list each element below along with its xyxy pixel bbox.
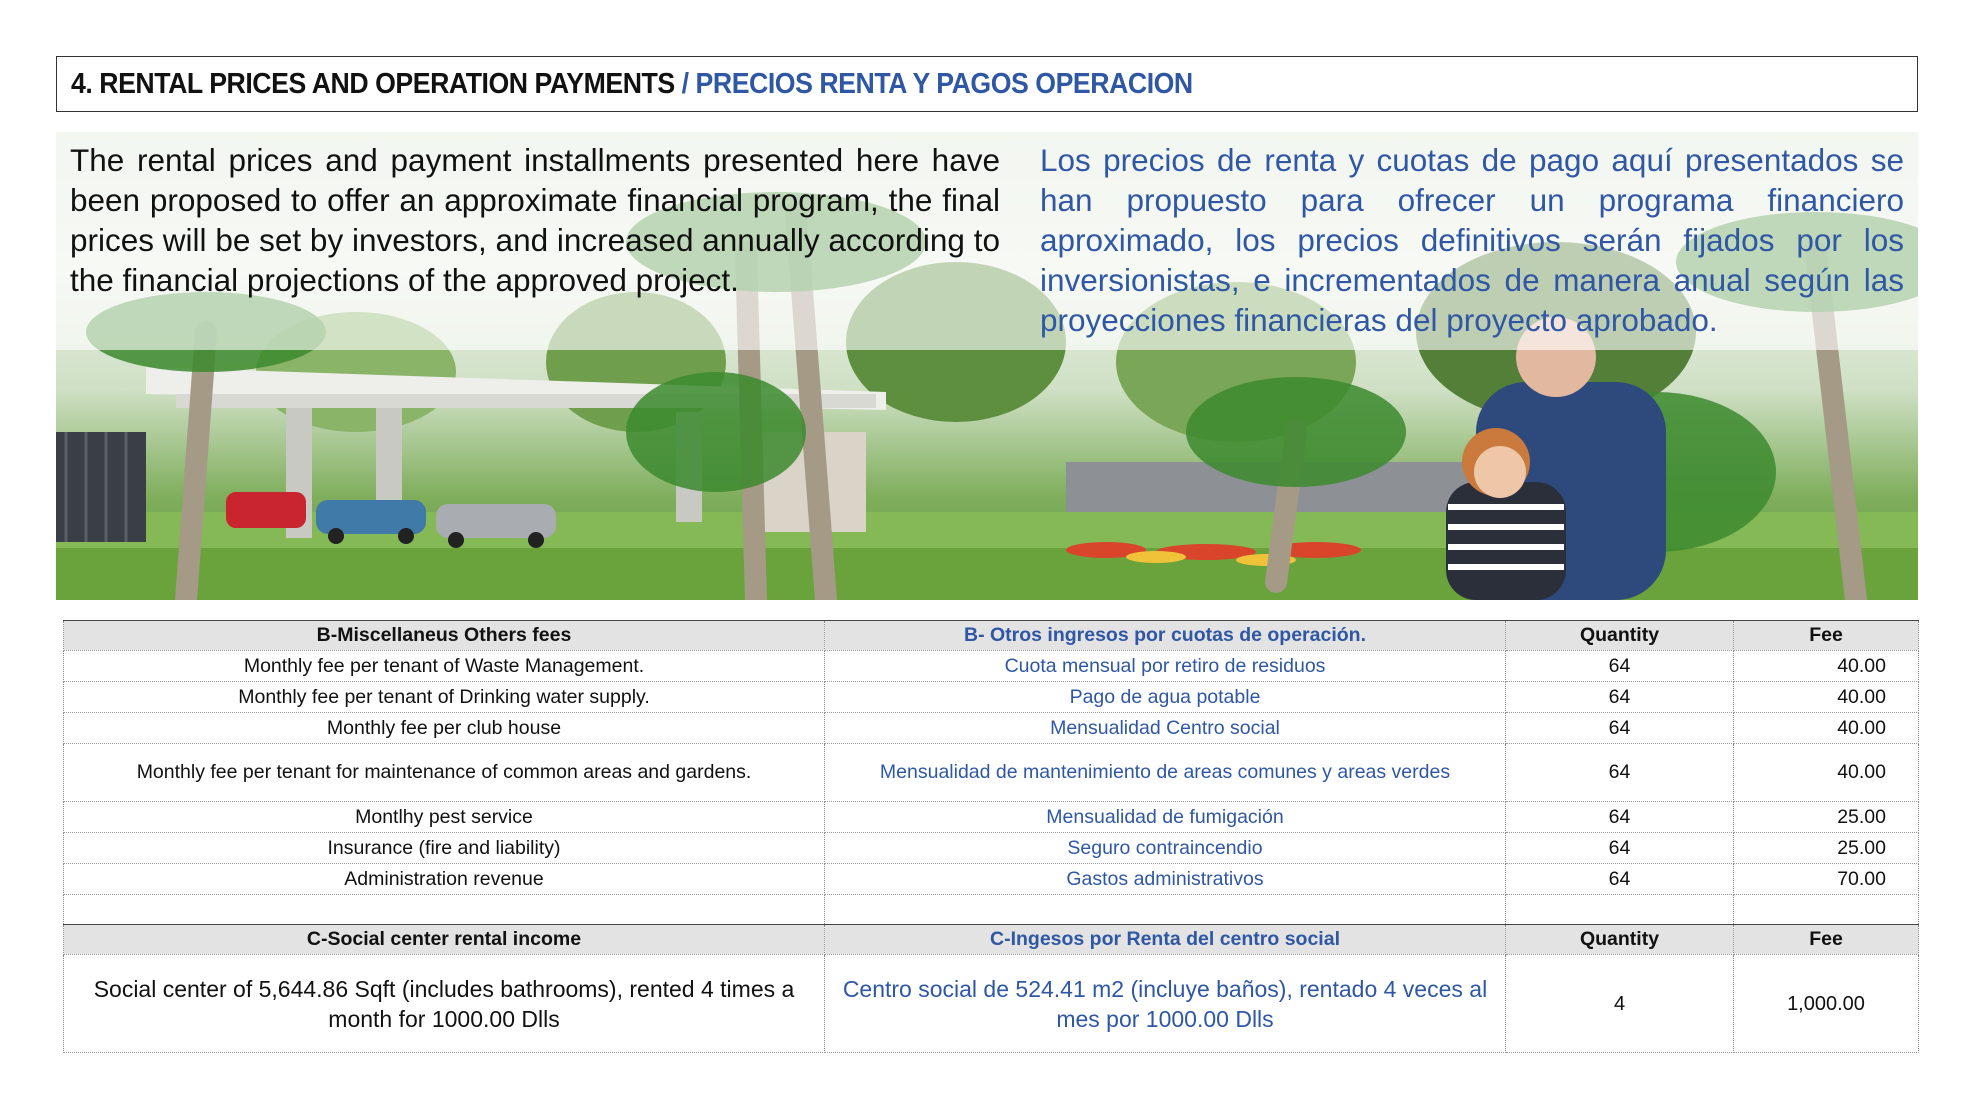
col-header-es: C-Ingesos por Renta del centro social — [825, 925, 1506, 955]
table-row — [64, 744, 1919, 802]
table-row — [64, 802, 1919, 833]
table-row — [64, 864, 1919, 895]
col-header-quantity: Quantity — [1506, 621, 1734, 651]
empty-cell — [64, 895, 825, 925]
col-header-fee: Fee — [1734, 925, 1919, 955]
table-row — [64, 833, 1919, 864]
title-es: PRECIOS RENTA Y PAGOS OPERACION — [695, 67, 1193, 100]
table-row — [64, 955, 1919, 1053]
row-label-en: Insurance (fire and liability) — [64, 833, 825, 864]
row-fee: 40.00 — [1734, 651, 1919, 682]
row-quantity: 64 — [1506, 864, 1734, 895]
row-quantity: 64 — [1506, 802, 1734, 833]
table-row — [64, 651, 1919, 682]
row-label-en: Monthly fee per tenant of Drinking water supply. — [64, 682, 825, 713]
empty-cell — [1734, 895, 1919, 925]
row-label-en: Montlhy pest service — [64, 802, 825, 833]
row-label-en: Monthly fee per club house — [64, 713, 825, 744]
row-quantity: 4 — [1506, 955, 1734, 1053]
table-c-header — [64, 925, 1919, 955]
col-header-fee: Fee — [1734, 621, 1919, 651]
row-label-en: Monthly fee per tenant for maintenance of common areas and gardens. — [64, 744, 825, 802]
row-quantity: 64 — [1506, 713, 1734, 744]
row-fee: 40.00 — [1734, 682, 1919, 713]
hero-image — [56, 132, 1918, 600]
row-fee: 40.00 — [1734, 713, 1919, 744]
row-label-es: Mensualidad de fumigación — [825, 802, 1506, 833]
row-label-es: Mensualidad de mantenimiento de areas comunes y areas verdes — [825, 744, 1506, 802]
table-row — [64, 713, 1919, 744]
row-quantity: 64 — [1506, 682, 1734, 713]
col-header-en: B-Miscellaneus Others fees — [64, 621, 825, 651]
row-label-en: Social center of 5,644.86 Sqft (includes bathrooms), rented 4 times a month for 1000.00 Dlls — [64, 955, 825, 1053]
section-title-text — [71, 68, 1193, 101]
intro-text-es: Los precios de renta y cuotas de pago aquí presentados se han propuesto para ofrecer un programa financiero aproximado, los precios definitivos serán fijados por los inversionistas, e incrementados de manera anual según las proyecciones financieras del proyecto aprobado. — [1040, 142, 1904, 338]
row-label-es: Pago de agua potable — [825, 682, 1506, 713]
row-quantity: 64 — [1506, 744, 1734, 802]
row-quantity: 64 — [1506, 651, 1734, 682]
row-fee: 25.00 — [1734, 833, 1919, 864]
table-row — [64, 682, 1919, 713]
section-title — [56, 56, 1918, 112]
empty-cell — [1506, 895, 1734, 925]
col-header-es: B- Otros ingresos por cuotas de operación. — [825, 621, 1506, 651]
row-label-es: Centro social de 524.41 m2 (incluye baños), rentado 4 veces al mes por 1000.00 Dlls — [825, 955, 1506, 1053]
row-label-es: Gastos administrativos — [825, 864, 1506, 895]
row-fee: 25.00 — [1734, 802, 1919, 833]
row-label-es: Cuota mensual por retiro de residuos — [825, 651, 1506, 682]
fees-table — [63, 620, 1919, 1053]
row-fee: 1,000.00 — [1734, 955, 1919, 1053]
title-separator: / — [674, 67, 696, 100]
row-fee: 70.00 — [1734, 864, 1919, 895]
col-header-en: C-Social center rental income — [64, 925, 825, 955]
row-label-es: Seguro contraincendio — [825, 833, 1506, 864]
row-quantity: 64 — [1506, 833, 1734, 864]
row-label-en: Administration revenue — [64, 864, 825, 895]
intro-text-en: The rental prices and payment installments presented here have been proposed to offer an approximate financial program, the final prices will be set by investors, and increased annually according to the financial projections of the approved project. — [70, 142, 1000, 298]
spacer-row — [64, 895, 1919, 925]
empty-cell — [825, 895, 1506, 925]
row-label-es: Mensualidad Centro social — [825, 713, 1506, 744]
title-en: 4. RENTAL PRICES AND OPERATION PAYMENTS — [71, 67, 675, 100]
table-b-header — [64, 621, 1919, 651]
row-fee: 40.00 — [1734, 744, 1919, 802]
row-label-en: Monthly fee per tenant of Waste Management. — [64, 651, 825, 682]
col-header-quantity: Quantity — [1506, 925, 1734, 955]
